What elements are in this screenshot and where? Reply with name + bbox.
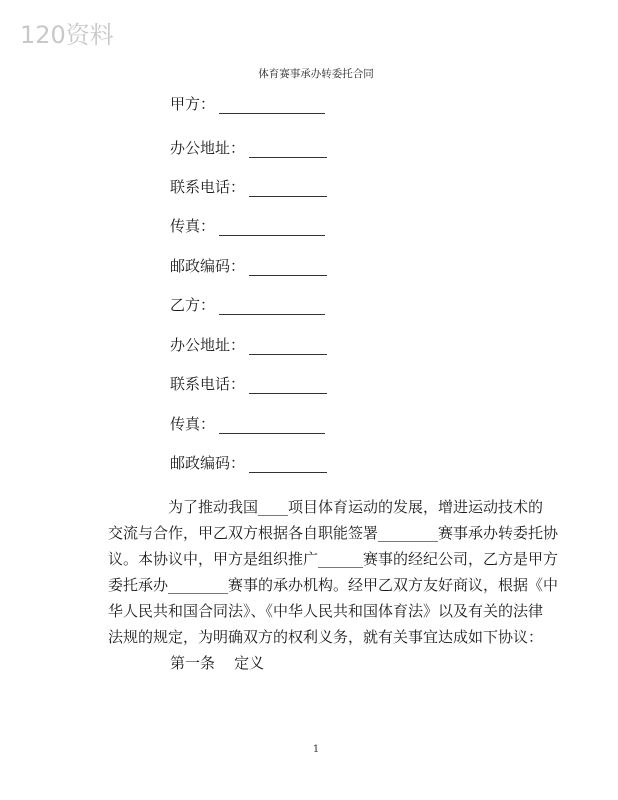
document-title: 体育赛事承办转委托合同	[258, 68, 374, 80]
party-a-postcode-blank	[249, 261, 327, 276]
party-a-postcode-label: 邮政编码：	[170, 257, 246, 275]
preamble-paragraph	[108, 494, 559, 650]
paragraph-line: 议。本协议中，甲方是组织推广______赛事的经纪公司，乙方是甲方	[108, 550, 559, 568]
paragraph-line: 交流与合作，甲乙双方根据各自职能签署________赛事承办转委托协	[108, 524, 559, 542]
page-number: 1	[312, 744, 320, 755]
paragraph-line: 为了推动我国____项目体育运动的发展，增进运动技术的	[168, 498, 544, 516]
party-b-phone-blank	[249, 379, 327, 394]
party-a-phone-field	[170, 177, 327, 197]
party-a-fax-blank	[219, 221, 325, 236]
party-b-fax-blank	[219, 419, 325, 434]
party-a-name-label: 甲方：	[170, 95, 216, 113]
party-b-name-field	[170, 295, 325, 315]
party-b-address-label: 办公地址：	[170, 336, 246, 354]
party-a-postcode-field	[170, 256, 327, 276]
party-b-postcode-field	[170, 453, 327, 473]
party-a-address-field	[170, 138, 327, 158]
watermark-logo: 120资料	[20, 21, 114, 49]
party-b-name-blank	[219, 300, 325, 315]
party-a-name-field	[170, 94, 325, 114]
party-b-fax-label: 传真：	[170, 415, 216, 433]
paragraph-line: 法规的规定，为明确双方的权利义务，就有关事宜达成如下协议：	[108, 628, 544, 646]
party-a-name-blank	[219, 99, 325, 114]
party-b-address-field	[170, 335, 327, 355]
party-a-address-blank	[249, 143, 327, 158]
party-a-address-label: 办公地址：	[170, 139, 246, 157]
party-b-fax-field	[170, 414, 325, 434]
party-b-postcode-blank	[249, 458, 327, 473]
party-b-phone-label: 联系电话：	[170, 375, 246, 393]
party-a-phone-blank	[249, 182, 327, 197]
party-a-fax-field	[170, 216, 325, 236]
party-a-fax-label: 传真：	[170, 217, 216, 235]
party-b-postcode-label: 邮政编码：	[170, 454, 246, 472]
party-b-phone-field	[170, 374, 327, 394]
party-a-phone-label: 联系电话：	[170, 178, 246, 196]
section-heading: 第一条 定义	[170, 654, 265, 672]
party-b-address-blank	[249, 340, 327, 355]
paragraph-line: 委托承办________赛事的承办机构。经甲乙双方友好商议，根据《中	[108, 576, 559, 594]
paragraph-line: 华人民共和国合同法》、《中华人民共和国体育法》以及有关的法律	[108, 602, 544, 620]
party-b-name-label: 乙方：	[170, 296, 216, 314]
